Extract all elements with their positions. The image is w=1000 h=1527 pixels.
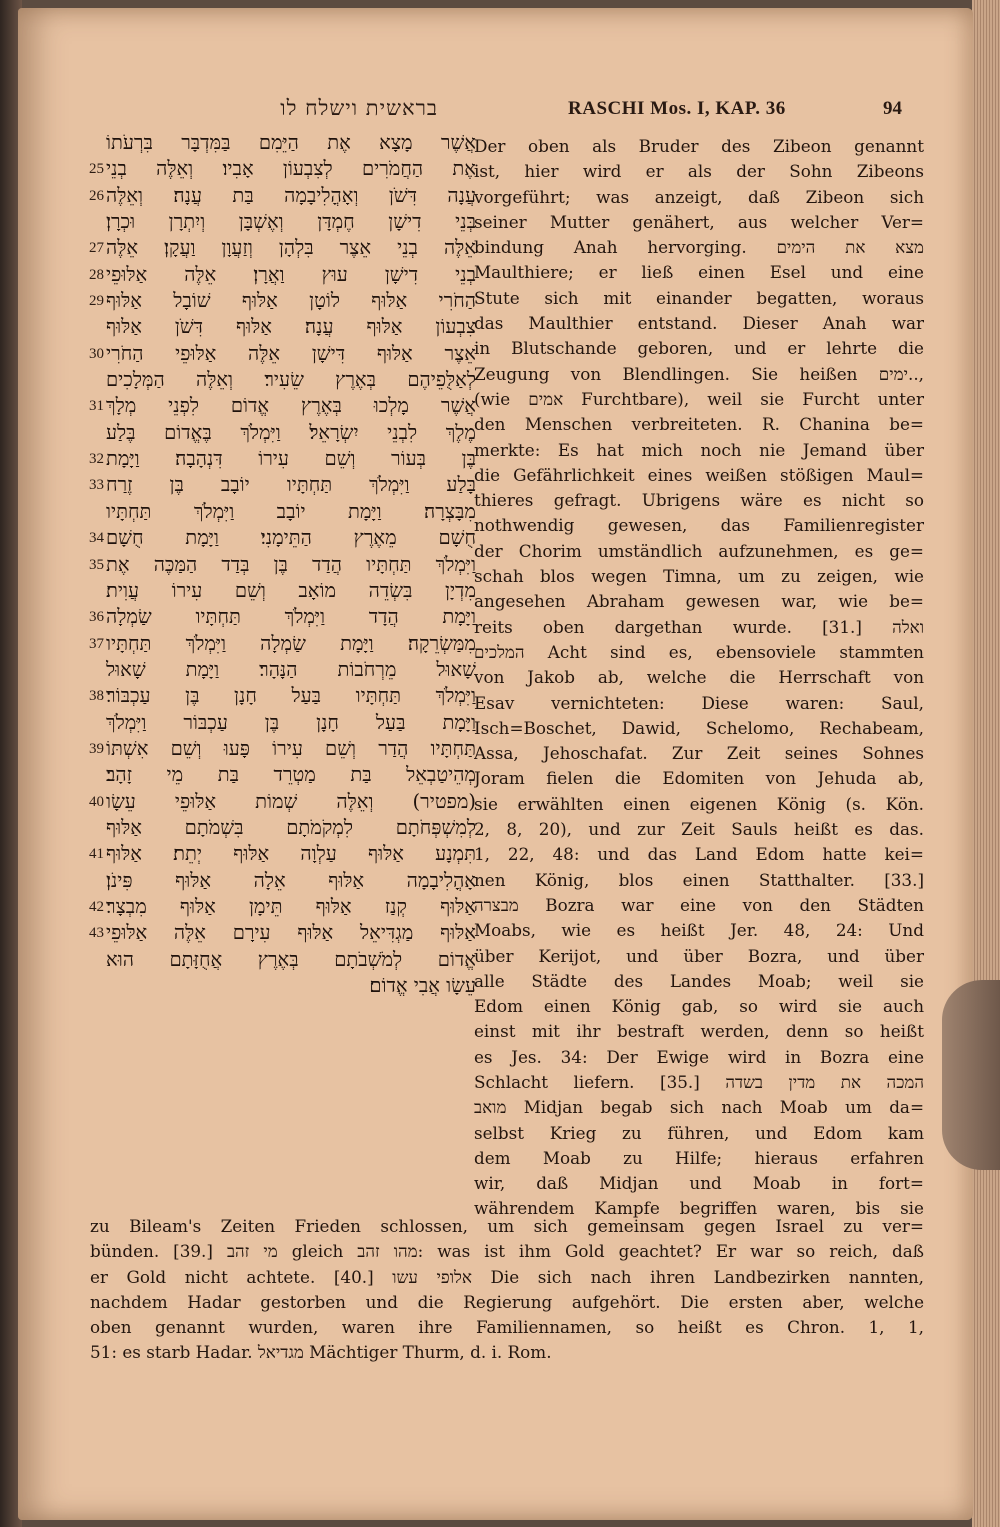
commentary-line: in Blutschande geboren, und er lehrte die [474, 338, 924, 359]
commentary-line: Der oben als Bruder des Zibeon genannt [474, 136, 924, 156]
hebrew-verse-text: אַלּוּף מַגְדִּיאֵל אַלּוּף עִירָם אֵלֶּה אַלּוּפֵי [106, 921, 476, 945]
hebrew-verse-text: אָהֳלִיבָמָה אַלּוּף אֵלָה אַלּוּף פִּינֹן׃ [106, 868, 476, 892]
commentary-line: von Jakob ab, welche die Herrschaft von [474, 667, 924, 688]
commentary-line: wir, daß Midjan und Moab in fort= [474, 1173, 924, 1194]
commentary-line: Stute sich mit einander begatten, woraus [474, 287, 924, 308]
commentary-line: bünden. [39.] מי זהב gleich מהו זהב: was ist ihm Gold geachtet? Er war so reich, daß [90, 1241, 924, 1262]
verse-number: 28 [89, 266, 104, 283]
hebrew-line [80, 472, 476, 498]
hebrew-line [80, 314, 476, 340]
commentary-line: der Chorim umständlich aufzunehmen, es ge= [474, 540, 924, 561]
hebrew-verse-text: צִבְעוֹן אַלּוּף עֲנָה׃ אַלּוּף דִּשֹׁן אַלּוּף [106, 315, 476, 339]
commentary-line: Isch=Boschet, Dawid, Schelomo, Rechabeam, [474, 717, 924, 738]
hebrew-line [80, 446, 476, 472]
hebrew-line [80, 235, 476, 261]
hebrew-verse-text: וַיָּמָת בַּעַל חָנָן בֶּן עַכְבּוֹר וַיִּמְלֹךְ [106, 710, 476, 734]
commentary-line: Maulthiere; er ließ einen Esel und eine [474, 262, 924, 283]
commentary-line: selbst Krieg zu führen, und Edom kam [474, 1122, 924, 1143]
hebrew-line [80, 947, 476, 973]
hebrew-verse-text: הַחֹרִי אַלּוּף לוֹטָן אַלּוּף שׁוֹבָל אַלּוּף [106, 289, 476, 313]
commentary-line: seiner Mutter genähert, aus welcher Ver= [474, 211, 924, 232]
commentary-line: das Maulthier entstand. Dieser Anah war [474, 313, 924, 334]
verse-number: 40 [89, 793, 104, 810]
hebrew-verse-text: בְּנֵי דִישָׁן חֶמְדָּן וְאֶשְׁבָּן וְיִתְרָן וּכְרָן׃ [106, 210, 476, 234]
verse-number: 27 [89, 240, 104, 257]
hebrew-verse-text: בָּלַע וַיִּמְלֹךְ תַּחְתָּיו יוֹבָב בֶּן זֶרַח [106, 473, 476, 497]
hebrew-line [80, 367, 476, 393]
commentary-line: Moabs, wie es heißt Jer. 48, 24: Und [474, 920, 924, 941]
commentary-line: einst mit ihr bestraft werden, denn so heißt [474, 1021, 924, 1042]
hebrew-line [80, 341, 476, 367]
hebrew-line [80, 973, 476, 999]
hebrew-verse-text: תִּמְנָע אַלּוּף עַלְוָה אַלּוּף יְתֵת׃ אַלּוּף [106, 842, 476, 866]
hebrew-line [80, 657, 476, 683]
hebrew-verse-text: בֶּן בְּעוֹר וְשֵׁם עִירוֹ דִּנְהָבָה׃ וַיָּמָת [106, 447, 476, 471]
hebrew-line [80, 288, 476, 314]
verse-number: 26 [89, 187, 104, 204]
hebrew-line [80, 815, 476, 841]
commentary-line: מואב Midjan begab sich nach Moab um da= [474, 1097, 924, 1118]
verse-number: 34 [89, 530, 104, 547]
hebrew-verse-text: אֵצֶר אַלּוּף דִּישָׁן אֵלֶּה אַלּוּפֵי הַחֹרִי [106, 341, 476, 365]
hebrew-line [80, 552, 476, 578]
verse-number: 41 [89, 846, 104, 863]
hebrew-verse-text: לְמִשְׁפְּחֹתָם לִמְקֹמֹתָם בִּשְׁמֹתָם אַלּוּף [106, 815, 476, 839]
hebrew-line [80, 604, 476, 630]
hebrew-line [80, 920, 476, 946]
commentary-line: (wie אמים Furchtbare), weil sie Furcht unter [474, 388, 924, 409]
commentary-line: nachdem Hadar gestorben und die Regierung aufgehört. Die ersten aber, welche [90, 1291, 924, 1312]
commentary-line: vorgeführt; was anzeigt, daß Zibeon sich [474, 186, 924, 207]
hebrew-verse-text: וַיִּמְלֹךְ תַּחְתָּיו הֲדַד בֶּן בְּדַד הַמַּכֶּה אֶת [106, 552, 476, 576]
commentary-line: den Menschen verbreiteten. R. Chanina be= [474, 414, 924, 435]
commentary-column [474, 134, 924, 1222]
hebrew-verse-text: מֶלֶךְ לִבְנֵי יִשְׂרָאֵל׃ וַיִּמְלֹךְ בֶּאֱדוֹם בֶּלַע [106, 420, 476, 444]
hebrew-line [80, 262, 476, 288]
hebrew-line [80, 841, 476, 867]
hebrew-verse-text: אֶת הַחֲמֹרִים לְצִבְעוֹן אָבִיו׃ וְאֵלֶּה בְנֵי [106, 157, 476, 181]
hebrew-line [80, 631, 476, 657]
commentary-line: nen König, blos einen Statthalter. [33.] [474, 869, 924, 890]
verse-number: 30 [89, 345, 104, 362]
hebrew-line [80, 130, 476, 156]
hebrew-verse-text: עֵשָׂו אֲבִי אֱדוֹם׃ [369, 974, 476, 997]
hebrew-verse-text: מִמַּשְׂרֵקָה׃ וַיָּמָת שַׂמְלָה וַיִּמְלֹךְ תַּחְתָּיו [106, 631, 476, 655]
hebrew-verse-text: תַּחְתָּיו הֲדַר וְשֵׁם עִירוֹ פָּעוּ וְשֵׁם אִשְׁתּוֹ [106, 736, 476, 760]
commentary-line: מבצרה Bozra war eine von den Städten [474, 894, 924, 915]
commentary-line: 2, 8, 20), und zur Zeit Sauls heißt es das. [474, 819, 924, 840]
hebrew-verse-text: אֲשֶׁר מָלְכוּ בְּאֶרֶץ אֱדוֹם לִפְנֵי מְלָךְ [106, 394, 476, 418]
commentary-line: reits oben dargethan wurde. [31.] ואלה [474, 616, 924, 637]
hebrew-line [80, 156, 476, 182]
commentary-line: Zeugung von Blendlingen. Sie heißen ימים.., [474, 363, 924, 384]
hebrew-line [80, 710, 476, 736]
verse-number: 29 [89, 293, 104, 310]
commentary-line: oben genannt wurden, waren ihre Familiennamen, so heißt es Chron. 1, 1, [90, 1317, 924, 1338]
verse-number: 25 [89, 161, 104, 178]
running-title: RASCHI Mos. I, KAP. 36 [568, 98, 786, 119]
commentary-line: Assa, Jehoschafat. Zur Zeit seines Sohnes [474, 743, 924, 764]
hebrew-line [80, 499, 476, 525]
commentary-line: 51: es starb Hadar. מגדיאל Mächtiger Thurm, d. i. Rom. [90, 1342, 552, 1363]
commentary-line: Edom einen König gab, so wird sie auch [474, 996, 924, 1017]
hebrew-line [80, 683, 476, 709]
page-number: 94 [883, 98, 902, 119]
commentary-line: Esav vernichteten: Diese waren: Saul, [474, 692, 924, 713]
commentary-line: schah blos wegen Timna, um zu zeigen, wie [474, 566, 924, 587]
page-header [18, 96, 973, 122]
commentary-line: es Jes. 34: Der Ewige wird in Bozra eine [474, 1046, 924, 1067]
hebrew-running-title: בראשית וישלח לו [280, 96, 438, 120]
hebrew-text-column [80, 130, 476, 999]
commentary-line: bindung Anah hervorging. מצא את הימים [474, 237, 924, 258]
verse-number: 35 [89, 556, 104, 573]
commentary-line: dem Moab zu Hilfe; hieraus erfahren [474, 1147, 924, 1168]
verse-number: 32 [89, 451, 104, 468]
hebrew-verse-text: (מפטיר) וְאֵלֶּה שְׁמוֹת אַלּוּפֵי עֵשָׂו [106, 789, 476, 813]
commentary-line: er Gold nicht achtete. [40.] אלופי עשו Die sich nach ihren Landbezirken nannten, [90, 1266, 924, 1287]
verse-number: 38 [89, 688, 104, 705]
hebrew-line [80, 183, 476, 209]
hebrew-verse-text: אֱדוֹם לְמֹשְׁבֹתָם בְּאֶרֶץ אֲחֻזָּתָם הוּא [106, 947, 476, 971]
bookmark-tab [942, 980, 1000, 1170]
hebrew-verse-text: עֲנָה דִּשֹׁן וְאָהֳלִיבָמָה בַּת עֲנָה׃ וְאֵלֶּה [106, 183, 476, 207]
commentary-full-width [90, 1214, 924, 1366]
hebrew-verse-text: מִבָּצְרָה׃ וַיָּמָת יוֹבָב וַיִּמְלֹךְ תַּחְתָּיו [106, 499, 476, 523]
hebrew-verse-text: שָׁאוּל מֵרְחֹבוֹת הַנָּהָר׃ וַיָּמָת שָׁאוּל [106, 657, 476, 681]
commentary-line: ist, hier wird er als der Sohn Zibeons [474, 161, 924, 182]
verse-number: 31 [89, 398, 104, 415]
verse-number: 43 [89, 925, 104, 942]
commentary-line: nothwendig gewesen, das Familienregister [474, 515, 924, 536]
commentary-line: die Gefährlichkeit eines weißen stößigen Maul= [474, 464, 924, 485]
commentary-line: währendem Kampfe begriffen waren, bis sie [474, 1198, 924, 1219]
book-page [18, 8, 973, 1520]
hebrew-line [80, 420, 476, 446]
commentary-line: alle Städte des Landes Moab; weil sie [474, 970, 924, 991]
verse-number: 33 [89, 477, 104, 494]
hebrew-line [80, 868, 476, 894]
hebrew-verse-text: מִדְיָן בִּשְׂדֵה מוֹאָב וְשֵׁם עִירוֹ עֲוִית׃ [106, 578, 476, 602]
hebrew-verse-text: לְאַלֻּפֵיהֶם בְּאֶרֶץ שֵׂעִיר׃ וְאֵלֶּה הַמְּלָכִים [106, 368, 476, 392]
verse-number: 36 [89, 609, 104, 626]
hebrew-verse-text: בְנֵי דִישָׁן עוּץ וַאֲרָן׃ אֵלֶּה אַלּוּפֵי [106, 262, 476, 286]
hebrew-verse-text: מְהֵיטַבְאֵל בַּת מַטְרֵד בַּת מֵי זָהָב׃ [106, 763, 476, 787]
hebrew-verse-text: וַיָּמָת הֲדָד וַיִּמְלֹךְ תַּחְתָּיו שַׂמְלָה [106, 605, 476, 629]
commentary-line: sie erwählten einen eigenen König (s. Kön. [474, 793, 924, 814]
commentary-line: zu Bileam's Zeiten Frieden schlossen, um sich gemeinsam gegen Israel zu ver= [90, 1216, 924, 1236]
commentary-line: 1, 22, 48: und das Land Edom hatte kei= [474, 844, 924, 865]
page-edges [972, 0, 1000, 1527]
commentary-line: angesehen Abraham gewesen war, wie be= [474, 591, 924, 612]
commentary-line: המלכים Acht sind es, ebensoviele stammten [474, 641, 924, 662]
hebrew-line [80, 762, 476, 788]
hebrew-line [80, 209, 476, 235]
hebrew-verse-text: וַיִּמְלֹךְ תַּחְתָּיו בַּעַל חָנָן בֶּן עַכְבּוֹר׃ [106, 684, 476, 708]
hebrew-line [80, 578, 476, 604]
hebrew-line [80, 736, 476, 762]
hebrew-verse-text: אַלּוּף קְנַז אַלּוּף תֵּימָן אַלּוּף מִבְצָר׃ [106, 894, 476, 918]
commentary-line: Joram fielen die Edomiten von Jehuda ab, [474, 768, 924, 789]
verse-number: 42 [89, 898, 104, 915]
hebrew-line [80, 393, 476, 419]
hebrew-verse-text: אֵלֶּה בְנֵי אֵצֶר בִּלְהָן וְזַעֲוָן וַעֲקָן׃ אֵלֶּה [106, 236, 476, 260]
hebrew-line [80, 789, 476, 815]
hebrew-line [80, 894, 476, 920]
verse-number: 39 [89, 740, 104, 757]
commentary-line: Schlacht liefern. [35.] המכה את מדין בשדה [474, 1071, 924, 1092]
commentary-line: thieres gefragt. Ubrigens wäre es nicht so [474, 490, 924, 511]
hebrew-verse-text: אֲשֶׁר מָצָא אֶת הַיֵּמִם בַּמִּדְבָּר בִּרְעֹתוֹ [106, 131, 476, 154]
hebrew-verse-text: חֻשָׁם מֵאֶרֶץ הַתֵּימָנִי׃ וַיָּמָת חֻשָׁם [106, 526, 476, 550]
commentary-line: merkte: Es hat mich noch nie Jemand über [474, 439, 924, 460]
commentary-line: über Kerijot, und über Bozra, und über [474, 945, 924, 966]
hebrew-line [80, 525, 476, 551]
verse-number: 37 [89, 635, 104, 652]
